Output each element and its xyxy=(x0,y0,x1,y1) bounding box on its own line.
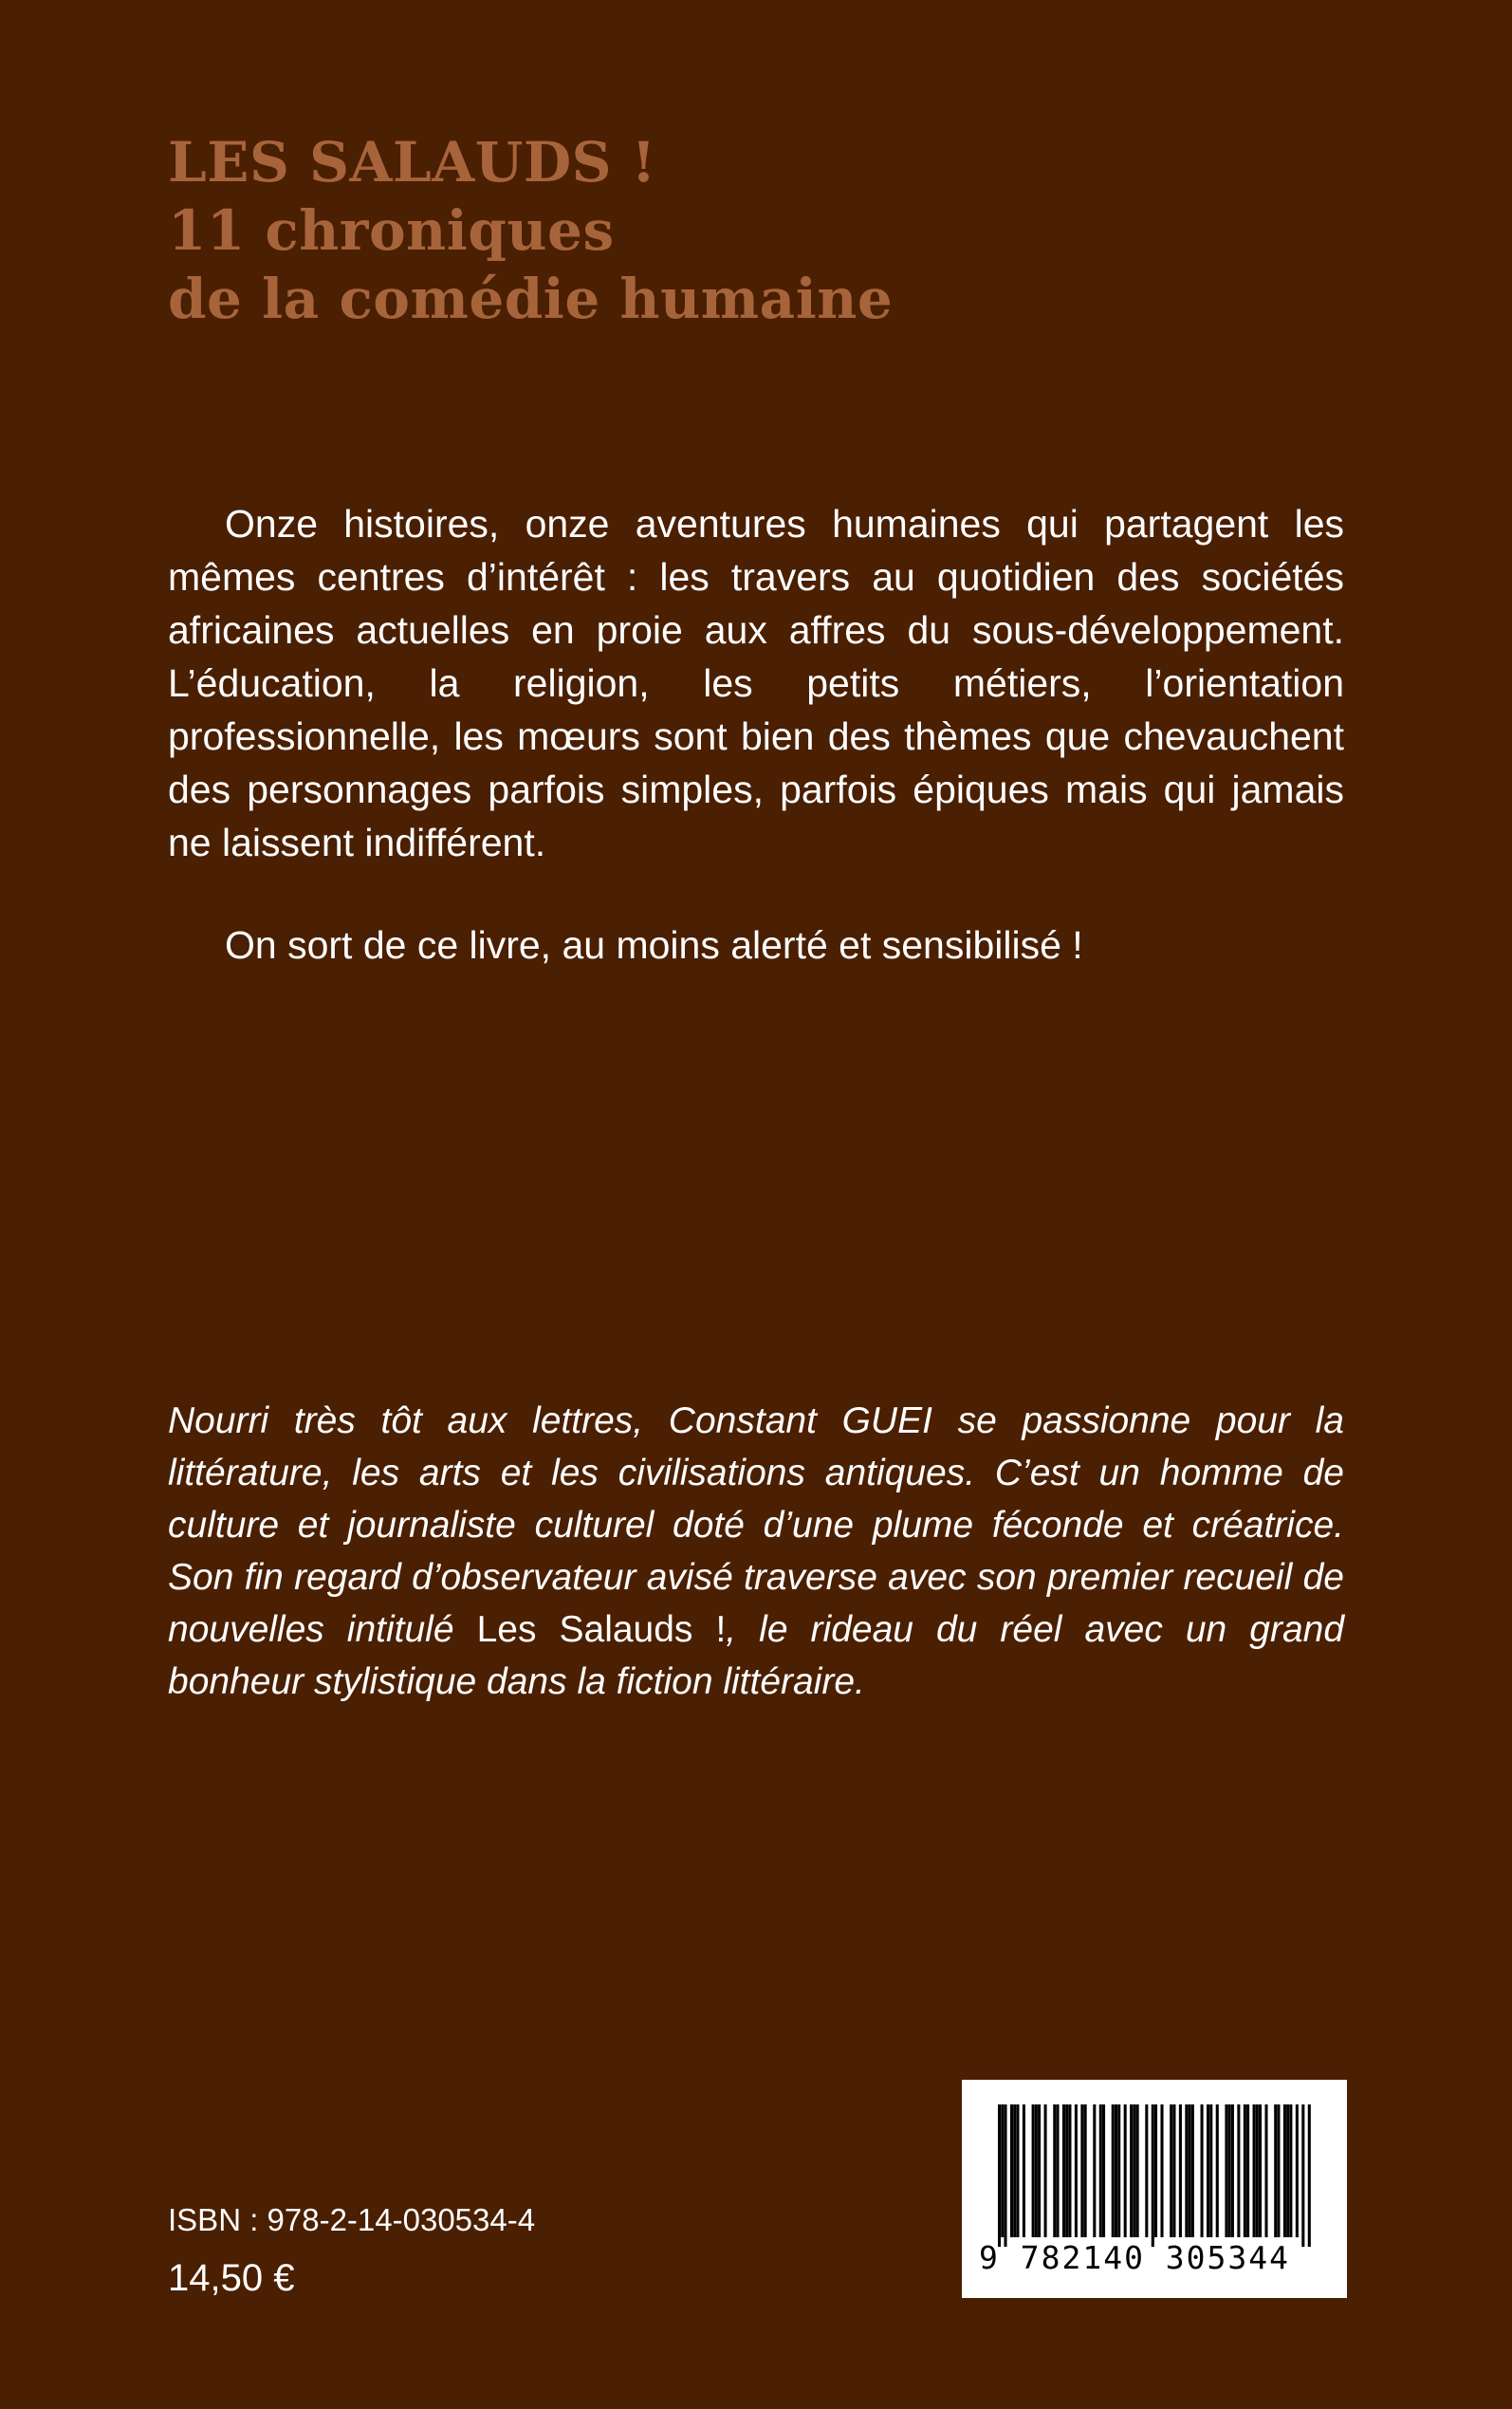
barcode-bar xyxy=(1308,2104,1311,2247)
barcode-bar xyxy=(1023,2104,1025,2237)
price-label: 14,50 € xyxy=(168,2257,295,2299)
barcode-bar xyxy=(1056,2104,1059,2237)
barcode-bar xyxy=(1001,2104,1004,2237)
blurb-paragraph-2: On sort de ce livre, au moins alerté et sensibilisé ! xyxy=(225,923,1083,967)
barcode-bar xyxy=(1231,2104,1234,2237)
barcode-bar xyxy=(1145,2104,1148,2237)
barcode-bar xyxy=(1152,2104,1154,2247)
barcode-bar xyxy=(1225,2104,1227,2237)
barcode-bar xyxy=(1244,2104,1246,2237)
barcode-bar xyxy=(998,2104,1001,2247)
barcode-bar xyxy=(1289,2104,1292,2237)
barcode-bar xyxy=(1065,2104,1068,2237)
barcode-bar xyxy=(1117,2104,1120,2237)
barcode-bar xyxy=(1032,2104,1035,2237)
barcode-bar xyxy=(1170,2104,1172,2237)
barcode-bar xyxy=(1283,2104,1286,2237)
barcode-bar xyxy=(1115,2104,1117,2237)
title-line-1: LES SALAUDS ! xyxy=(168,130,656,195)
barcode-bar xyxy=(1246,2104,1249,2237)
barcode-bar xyxy=(1160,2104,1163,2237)
barcode-bar xyxy=(1301,2104,1304,2247)
barcode-bar xyxy=(1172,2104,1175,2237)
barcode-bar xyxy=(1136,2104,1139,2237)
barcode-bar xyxy=(1228,2104,1231,2237)
barcode-bar xyxy=(1185,2104,1188,2237)
barcode-bar xyxy=(1286,2104,1289,2237)
barcode-bar xyxy=(1274,2104,1277,2237)
barcode-bar xyxy=(1044,2104,1047,2237)
barcode-bar xyxy=(1038,2104,1041,2237)
barcode-bar xyxy=(1201,2104,1204,2237)
barcode-bar xyxy=(1010,2104,1013,2237)
back-cover-blurb xyxy=(168,497,1344,972)
bio-text-before: Nourri très tôt aux lettres, Constant GUEI se passionne pour la littérature, les arts et les civilisations antiques. C’est un homme de culture et journaliste culturel doté d’une plume féconde et créatrice. Son fin regard d’observateur avisé traverse avec son premier recueil de nouvelles intitulé xyxy=(168,1400,1344,1650)
barcode-bar xyxy=(1264,2104,1267,2237)
title-line-2: 11 chroniques xyxy=(168,198,615,263)
barcode-bar xyxy=(1259,2104,1262,2237)
barcode-bar xyxy=(1093,2104,1096,2237)
barcode-bar xyxy=(1277,2104,1280,2237)
barcode-bar xyxy=(1237,2104,1240,2237)
bio-book-title: Les Salauds ! xyxy=(476,1609,727,1650)
barcode-bar xyxy=(1130,2104,1133,2237)
isbn-label: ISBN : 978-2-14-030534-4 xyxy=(168,2202,536,2237)
barcode-bar xyxy=(1209,2104,1212,2237)
barcode-bar xyxy=(1013,2104,1016,2237)
barcode-bar xyxy=(1068,2104,1071,2237)
barcode-bar xyxy=(1075,2104,1078,2237)
barcode-bar xyxy=(1256,2104,1259,2237)
barcode-bar xyxy=(1004,2104,1006,2247)
barcode-bar xyxy=(1296,2104,1299,2237)
barcode-bar xyxy=(1062,2104,1065,2237)
barcode-digits: 9 782140 305344 xyxy=(979,2239,1291,2276)
barcode-bar xyxy=(1099,2104,1102,2237)
barcode-bar xyxy=(1102,2104,1105,2237)
bio-text-after: , le rideau du réel avec un grand bonheur stylistique dans la fiction littéraire. xyxy=(168,1609,1345,1702)
barcode-bar xyxy=(1133,2104,1135,2237)
blurb-paragraph-1: Onze histoires, onze aventures humaines qui partagent les mêmes centres d’intérêt : les travers au quotidien des sociétés africaines actuelles en proie aux affres du sous-développement. L’éducation, la religion, les petits métiers, l’orientation professionnelle, les mœurs sont bien des thèmes que chevauchent des personnages parfois simples, parfois épiques mais qui jamais ne laissent indifférent. xyxy=(168,502,1344,864)
barcode-bar xyxy=(1035,2104,1038,2237)
barcode-bar xyxy=(1084,2104,1087,2237)
author-bio xyxy=(168,1395,1344,1708)
barcode-bar xyxy=(1207,2104,1209,2237)
barcode-bar xyxy=(1189,2104,1191,2237)
barcode-bar xyxy=(1053,2104,1056,2237)
barcode-bar xyxy=(1080,2104,1083,2237)
barcode-bar xyxy=(1016,2104,1019,2237)
book-title xyxy=(168,128,1306,333)
barcode-bar xyxy=(1124,2104,1127,2237)
title-line-3: de la comédie humaine xyxy=(168,267,894,331)
barcode xyxy=(962,2080,1347,2298)
barcode-bar xyxy=(1253,2104,1256,2237)
barcode-bar xyxy=(1154,2104,1157,2237)
barcode-bar xyxy=(1112,2104,1115,2237)
barcode-bars xyxy=(998,2104,1311,2247)
barcode-bar xyxy=(1216,2104,1219,2237)
barcode-bar xyxy=(1191,2104,1194,2237)
barcode-bar xyxy=(1179,2104,1182,2237)
